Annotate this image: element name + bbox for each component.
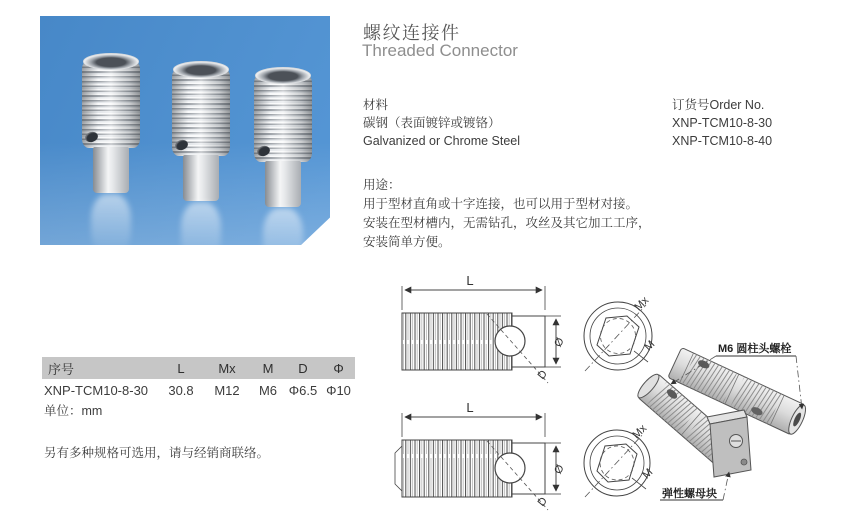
callout-bolt-label: M6 圆柱头螺栓 (718, 343, 792, 355)
cell-M: M6 (258, 382, 278, 398)
technical-drawings (390, 268, 854, 527)
material-order-row-1 (363, 114, 833, 132)
cell-serial: XNP-TCM10-8-30 (44, 382, 149, 398)
usage-label: 用途： (363, 178, 401, 192)
order-no-label: 订货号Order No. (672, 98, 765, 112)
dim-phi-label-bottom: Ø (552, 462, 567, 477)
connector-photo-left (82, 60, 140, 260)
hex-socket-opening (83, 53, 139, 70)
material-en: Galvanized or Chrome Steel (363, 134, 521, 148)
dim-D-label-bottom: D (535, 495, 550, 509)
dim-M-label-top: M (642, 338, 658, 354)
footer-note: 另有多种规格可选用，请与经销商联络。 (44, 446, 270, 460)
callout-nut-block-label: 弹性螺母块 (662, 488, 717, 500)
order-no-1: XNP-TCM10-8-30 (672, 116, 773, 130)
material-order-header-row (363, 96, 833, 114)
header-serial: 序号 (48, 361, 75, 377)
smooth-neck (183, 155, 219, 201)
header-Mx: Mx (218, 360, 236, 376)
dim-Mx-label-top: Mx (632, 294, 652, 314)
spec-table-header (42, 357, 355, 379)
assembly-illustration (634, 341, 809, 500)
usage-line-2: 安装在型材槽内，无需钻孔，攻丝及其它加工工序， (363, 216, 651, 230)
header-D: D (298, 360, 308, 376)
cell-D: Φ6.5 (288, 382, 318, 398)
dim-phi-label-top: Ø (552, 335, 567, 350)
end-view-bottom (584, 422, 655, 497)
header-L: L (177, 360, 185, 376)
connector-photo-middle (172, 68, 230, 268)
dim-Mx-label-bottom: Mx (630, 422, 650, 442)
header-M: M (262, 360, 274, 376)
cell-Mx: M12 (214, 382, 240, 398)
floor-reflection (181, 202, 221, 264)
floor-reflection (263, 208, 303, 270)
hex-socket-opening (255, 67, 311, 84)
hex-socket-opening (173, 61, 229, 78)
side-view-top (402, 273, 567, 383)
spec-table-row (42, 381, 355, 399)
page-title-zh: 螺纹连接件 (363, 23, 461, 43)
smooth-neck (93, 147, 129, 193)
usage-line-1: 用于型材直角或十字连接，也可以用于型材对接。 (363, 197, 639, 211)
material-label: 材料 (363, 98, 389, 112)
cell-L: 30.8 (168, 382, 194, 398)
material-zh: 碳钢（表面镀锌或镀铬） (363, 116, 501, 130)
side-view-bottom (395, 400, 567, 510)
nut-block (707, 410, 751, 477)
dim-D-label-top: D (535, 368, 550, 382)
cell-Phi: Φ10 (326, 382, 351, 398)
dim-M-label-bottom: M (640, 466, 656, 482)
floor-reflection (91, 194, 131, 256)
order-no-2: XNP-TCM10-8-40 (672, 134, 773, 148)
header-Phi: Φ (333, 360, 344, 376)
usage-block (363, 176, 651, 252)
usage-line-3: 安装简单方便。 (363, 235, 451, 249)
unit-note: 单位：mm (44, 404, 103, 418)
material-order-row-2 (363, 132, 833, 150)
dim-L-label-top: L (466, 273, 474, 288)
dim-L-label-bottom: L (466, 400, 474, 415)
end-view-top (584, 294, 657, 371)
page-title-en: Threaded Connector (362, 41, 518, 60)
smooth-neck (265, 161, 301, 207)
connector-photo-right (254, 74, 312, 274)
product-photo (40, 16, 330, 245)
